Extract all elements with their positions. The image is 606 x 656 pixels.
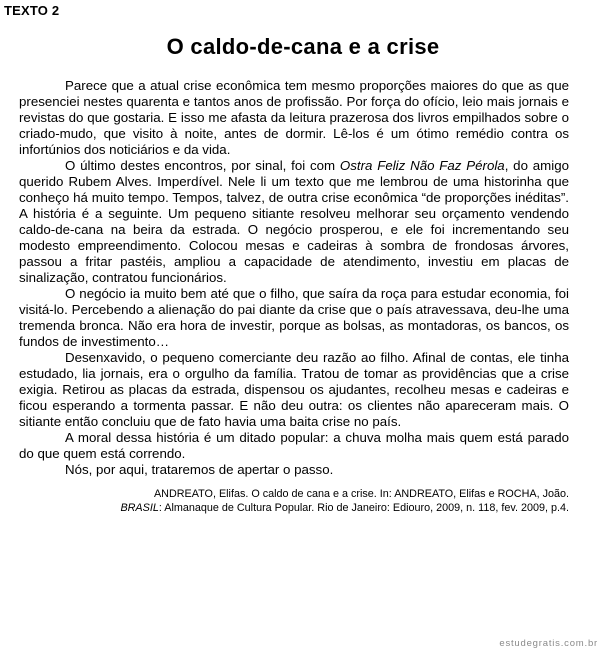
- citation-italic-title: BRASIL: [120, 501, 159, 514]
- paragraph-2: [19, 158, 569, 286]
- text-label: TEXTO 2: [4, 3, 60, 18]
- article-title: O caldo-de-cana e a crise: [166, 34, 440, 59]
- article-body: [19, 78, 569, 478]
- book-title: Ostra Feliz Não Faz Pérola: [339, 158, 505, 173]
- citation-line-2: [19, 502, 569, 516]
- paragraph-5: A moral dessa história é um ditado popular: a chuva molha mais quem está parado do que quem está correndo.: [19, 430, 569, 461]
- paragraph-2-part-a: O último destes encontros, por sinal, foi com: [65, 158, 340, 173]
- paragraph-3: O negócio ia muito bem até que o filho, que saíra da roça para estudar economia, foi visitá-lo. Percebendo a alienação do pai diante da crise que o país atravessava, deu-lhe uma tremenda bronca. Não era hora de investir, porque as bolsas, as montadoras, os bancos, os fundos de investimento…: [19, 286, 569, 349]
- citation-line-2-rest: : Almanaque de Cultura Popular. Rio de Janeiro: Ediouro, 2009, n. 118, fev. 2009, p.4.: [158, 501, 569, 514]
- paragraph-2-part-b: , do amigo querido Rubem Alves. Imperdível. Nele li um texto que me lembrou de uma historinha que conheço há muito tempo. Tempos, talvez, de outra crise econômica “de proporções inéditas”. A história é a seguinte. Um pequeno sitiante resolveu melhorar seu orçamento vendendo caldo-de-cana na beira da estrada. O negócio prosperou, e ele foi incrementando seu modesto empreendimento. Colocou mesas e cadeiras à sombra de frondosas árvores, passou a fritar pastéis, ampliou a capacidade de atendimento, investiu em placas de sinalização, contratou funcionários.: [19, 158, 569, 285]
- paragraph-4: Desenxavido, o pequeno comerciante deu razão ao filho. Afinal de contas, ele tinha estudado, lia jornais, era o orgulho da família. Tratou de tomar as providências que a crise exigia. Retirou as placas da estrada, dispensou os ajudantes, recolheu mesas e cadeiras e ficou esperando a tormenta passar. E não deu outra: os clientes não apareceram mais. O sitiante então concluiu que de fato havia uma baita crise no país.: [19, 350, 569, 429]
- source-citation: [19, 488, 569, 515]
- site-watermark: estudegratis.com.br: [499, 638, 598, 649]
- paragraph-1: Parece que a atual crise econômica tem mesmo proporções maiores do que as que presenciei nestes quarenta e tantos anos de profissão. Por força do ofício, leio mais jornais e revistas do que gostaria. E isso me afasta da leitura prazerosa dos livros empilhados sobre o criado-mudo, que visito à noite, antes de dormir. Lê-los é um ótimo remédio contra os infortúnios dos noticiários e da vida.: [19, 78, 569, 157]
- paragraph-6: Nós, por aqui, trataremos de apertar o passo.: [65, 462, 334, 477]
- citation-line-1: ANDREATO, Elifas. O caldo de cana e a crise. In: ANDREATO, Elifas e ROCHA, João.: [153, 488, 569, 500]
